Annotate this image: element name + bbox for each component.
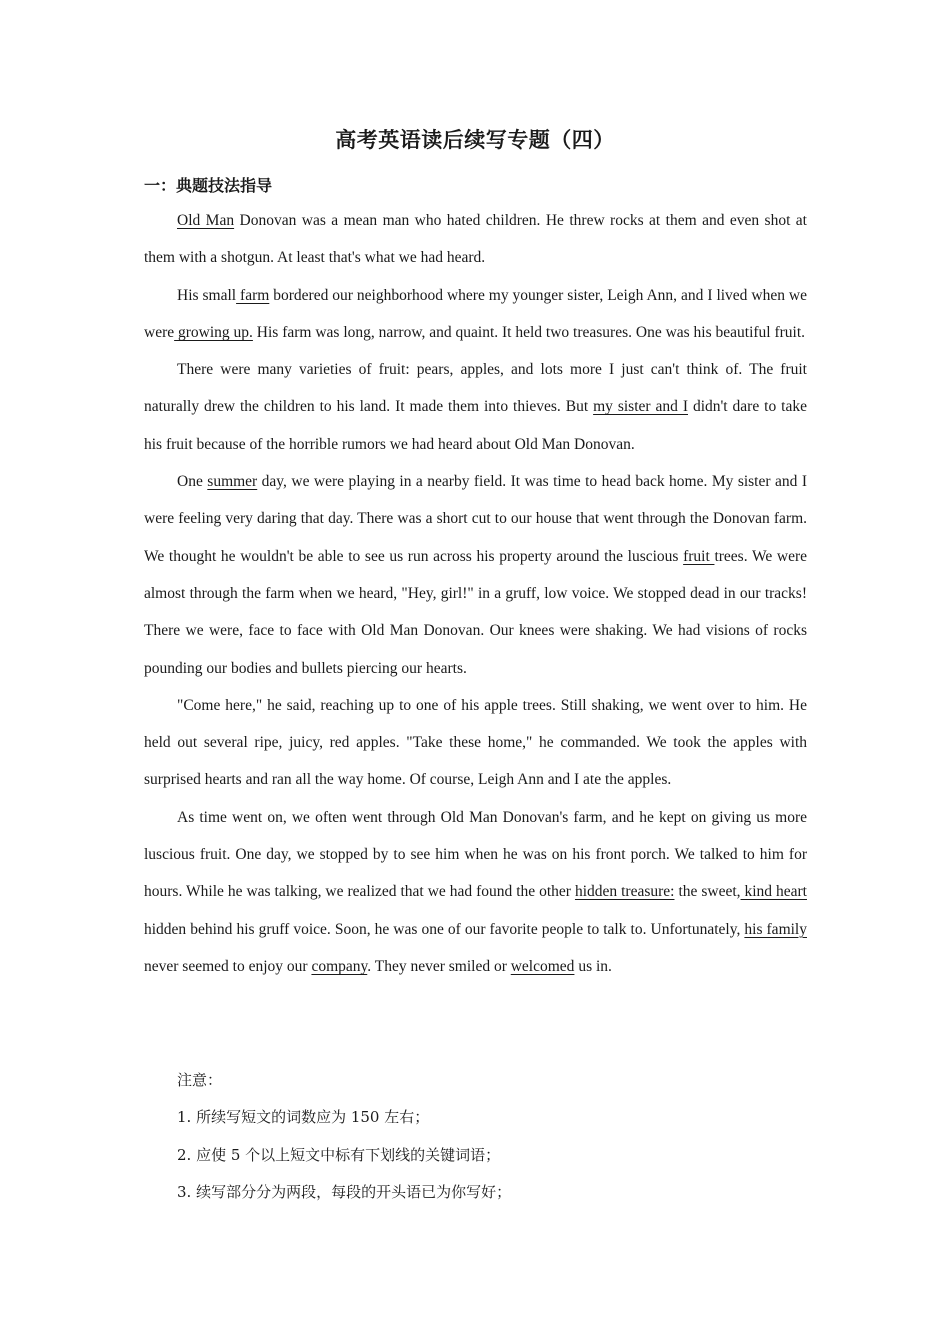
notes-item: 2. 应使 5 个以上短文中标有下划线的关键词语； (177, 1145, 501, 1164)
section-heading: 一：典题技法指导 (144, 176, 273, 195)
underlined-keyword: farm (236, 286, 270, 304)
text-segment: One (177, 473, 208, 491)
text-segment: didn't dare to take his fruit because of the horrible rumors we had heard about Old Man Donovan. (144, 398, 807, 453)
text-segment: us in. (574, 957, 612, 975)
story-text (144, 202, 807, 985)
text-segment: hidden behind his gruff voice. Soon, he was one of our favorite people to talk to. Unfortunately, (144, 920, 745, 938)
story-paragraph (144, 463, 807, 687)
text-segment: trees. We were almost through the farm when we heard, "Hey, girl!" in a gruff, low voice. We stopped dead in our tracks! There we were, face to face with Old Man Donovan. Our knees were shaking. We had visions of rocks pounding our bodies and bullets piercing our hearts. (144, 547, 807, 677)
underlined-keyword: his family (744, 920, 807, 938)
text-segment: His small (177, 286, 237, 304)
text-segment: His farm was long, narrow, and quaint. It held two treasures. One was his beautiful fruit. (252, 323, 806, 341)
page-title: 高考英语读后续写专题（四） (335, 127, 615, 152)
underlined-keyword: Old Man (177, 212, 235, 229)
underlined-keyword: summer (207, 473, 258, 491)
text-segment: bordered our neighborhood where my younger sister, Leigh Ann, and I lived when we were (144, 286, 807, 341)
text-segment: As time went on, we often went through Old Man Donovan's farm, and he kept on giving us more luscious fruit. One day, we stopped by to see him when he was on his front porch. We talked to him for hours. While he was talking, we realized that we had found the other (144, 808, 807, 901)
underlined-keyword: kind heart (740, 883, 807, 901)
underlined-keyword: my sister and I (593, 398, 688, 416)
story-paragraph (144, 799, 807, 985)
text-segment: the sweet, (674, 883, 741, 901)
text-segment: never seemed to enjoy our (144, 957, 312, 975)
notes-label: 注意： (177, 1071, 223, 1089)
underlined-keyword: company (311, 957, 368, 975)
text-segment: There were many varieties of fruit: pears, apples, and lots more I just can't think of. The fruit naturally drew the children to his land. It made them into thieves. But (144, 361, 807, 416)
text-segment: day, we were playing in a nearby field. It was time to head back home. My sister and I were feeling very daring that day. There was a short cut to our house that went through the Donovan farm. We thought he wouldn't be able to see us run across his property around the luscious (144, 473, 807, 565)
story-paragraph (144, 202, 807, 277)
notes-item: 3. 续写部分分为两段，每段的开头语已为你写好； (177, 1182, 512, 1201)
text-segment: . They never smiled or (367, 957, 511, 975)
notes-section (144, 1062, 807, 1211)
underlined-keyword: hidden treasure: (574, 883, 675, 901)
underlined-keyword: growing up. (174, 323, 253, 341)
story-paragraph (144, 351, 807, 463)
underlined-keyword: welcomed (510, 957, 575, 975)
story-paragraph (144, 277, 807, 352)
story-paragraph (144, 687, 807, 799)
text-segment: "Come here," he said, reaching up to one of his apple trees. Still shaking, we went over to him. He held out several ripe, juicy, red apples. "Take these home," he commanded. We took the apples with surprised hearts and ran all the way home. Of course, Leigh Ann and I ate the apples. (144, 696, 807, 789)
text-segment: Donovan was a mean man who hated children. He threw rocks at them and even shot at them with a shotgun. At least that's what we had heard. (144, 212, 807, 267)
underlined-keyword: fruit (683, 547, 715, 565)
notes-item: 1. 所续写短文的词数应为 150 左右； (177, 1108, 430, 1127)
